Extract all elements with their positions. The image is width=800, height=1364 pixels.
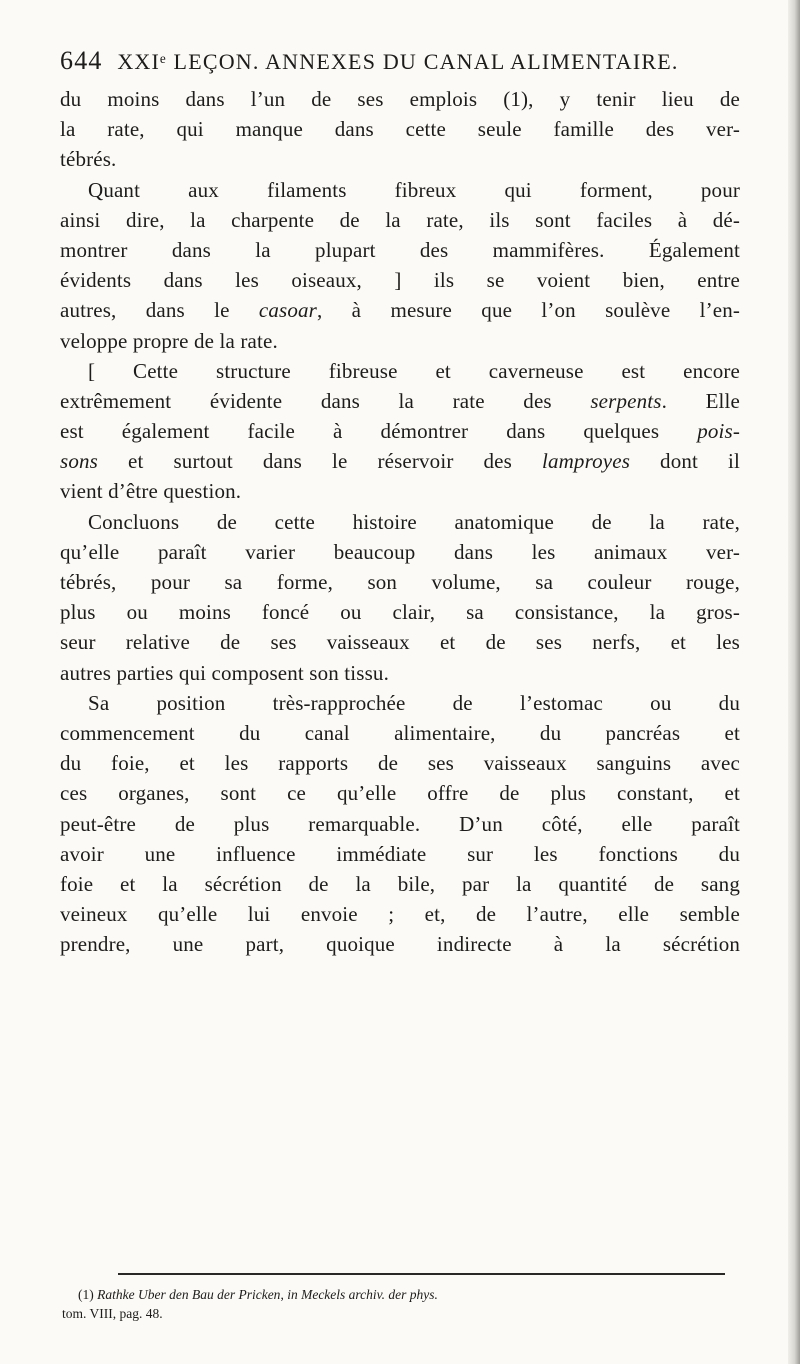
text-line (60, 537, 740, 567)
text-run: du foie, et les rapports de ses vaisseaux sanguins avec (60, 751, 740, 776)
text-line (60, 507, 740, 537)
text-run: Sa position très-rapprochée de l’estomac ou du (88, 690, 740, 715)
footnotes (62, 1285, 742, 1323)
footnote-divider (118, 1273, 725, 1275)
text-line (60, 265, 740, 295)
text-run: , (280, 1287, 288, 1302)
italic-text: sons (60, 449, 98, 474)
text-run: avoir une influence immédiate sur les fonctions du (60, 841, 740, 866)
text-run: autres parties qui composent son tissu. (60, 660, 389, 685)
text-line (60, 899, 740, 929)
text-run: vient d’être question. (60, 479, 242, 504)
italic-text: pois- (697, 419, 740, 444)
text-run: Concluons de cette histoire anatomique de la rate, (88, 509, 740, 534)
text-run: foie et la sécrétion de la bile, par la quantité de sang (60, 871, 740, 896)
text-line (60, 205, 740, 235)
text-line (60, 748, 740, 778)
running-head (60, 48, 760, 74)
text-run: évidents dans les oiseaux, ] ils se voient bien, entre (60, 268, 740, 293)
page-edge-shadow (788, 0, 800, 1364)
text-line (60, 809, 740, 839)
text-run: . Elle (661, 388, 740, 413)
footnote-line (62, 1304, 742, 1323)
text-run: est également facile à démontrer dans quelques (60, 419, 698, 444)
italic-text: serpents (590, 388, 662, 413)
text-line (60, 235, 740, 265)
body-text (60, 84, 740, 959)
italic-text: lamproyes (541, 449, 631, 474)
text-line (60, 869, 740, 899)
text-line (60, 597, 740, 627)
text-line (60, 627, 740, 657)
text-run: et surtout dans le réservoir des (97, 449, 542, 474)
text-line (60, 446, 740, 476)
text-line (60, 688, 740, 718)
text-run: du moins dans l’un de ses emplois (1), y tenir lieu de (60, 87, 740, 111)
text-line (60, 356, 740, 386)
text-run: commencement du canal alimentaire, du pancréas et (60, 720, 740, 745)
text-line (60, 84, 740, 114)
text-line (60, 718, 740, 748)
text-line (60, 175, 740, 205)
footnote-line (62, 1285, 742, 1304)
text-run: [ Cette structure fibreuse et caverneuse est encore (88, 358, 740, 383)
italic-text: in (287, 1287, 298, 1302)
text-line (60, 929, 740, 959)
italic-text: casoar (258, 298, 317, 323)
text-line (60, 778, 740, 808)
text-run: , à mesure que l’on soulève l’en- (316, 298, 740, 323)
text-run: prendre, une part, quoique indirecte à la sécrétion (60, 932, 740, 957)
text-run: tom. VIII, pag. 48. (62, 1306, 163, 1321)
text-line (60, 567, 740, 597)
italic-text: Meckels archiv. der phys. (301, 1287, 438, 1302)
text-line (60, 658, 740, 688)
text-run: qu’elle paraît varier beaucoup dans les animaux ver- (60, 539, 740, 564)
text-run: montrer dans la plupart des mammifères. Également (60, 237, 740, 262)
text-run: veloppe propre de la rate. (60, 328, 278, 353)
text-run: extrêmement évidente dans la rate des (60, 388, 591, 413)
text-run: seur relative de ses vaisseaux et de ses nerfs, et les (60, 630, 740, 655)
running-head-title: XXIᵉ LEÇON. ANNEXES DU CANAL ALIMENTAIRE. (117, 49, 679, 74)
text-line (60, 326, 740, 356)
text-run: peut-être de plus remarquable. D’un côté, elle paraît (60, 811, 740, 836)
text-line (60, 476, 740, 506)
text-run: Quant aux filaments fibreux qui forment, pour (88, 177, 740, 202)
text-line (60, 416, 740, 446)
text-line (60, 839, 740, 869)
italic-text: Rathke Uber den Bau der Pricken (97, 1287, 281, 1302)
text-run: tébrés, pour sa forme, son volume, sa couleur rouge, (60, 570, 740, 594)
text-line (60, 386, 740, 416)
text-run: dont il (630, 449, 740, 474)
text-run: tébrés. (60, 147, 117, 172)
text-run: (1) (78, 1287, 98, 1302)
text-run: ces organes, sont ce qu’elle offre de plus constant, et (60, 781, 740, 806)
text-run: la rate, qui manque dans cette seule famille des ver- (60, 117, 740, 142)
page-number: 644 (60, 46, 103, 75)
text-run: veineux qu’elle lui envoie ; et, de l’autre, elle semble (60, 902, 740, 927)
text-run: autres, dans le (60, 298, 259, 323)
text-line (60, 114, 740, 144)
text-line (60, 295, 740, 325)
text-run: ainsi dire, la charpente de la rate, ils sont faciles à dé- (60, 207, 740, 232)
text-line (60, 144, 740, 174)
text-run: plus ou moins foncé ou clair, sa consistance, la gros- (60, 600, 740, 625)
